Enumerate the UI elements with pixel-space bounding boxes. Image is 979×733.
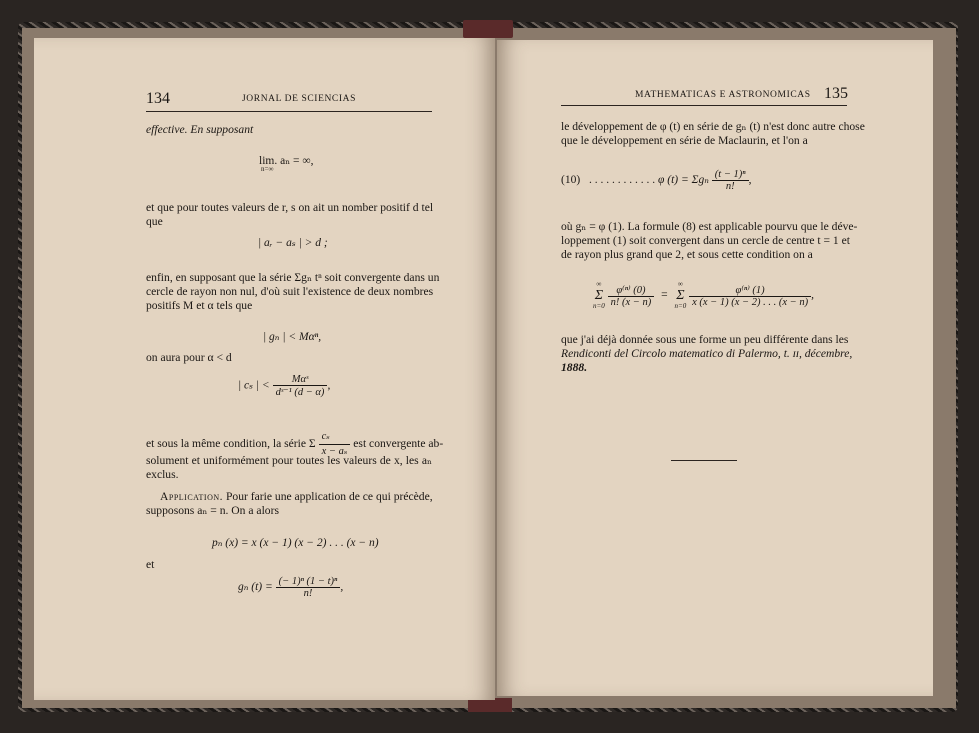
text-line: et sous la même condition, la série Σ $\frac{\text{cₛ}}{\text{x − aₛ}}$ est convergente ab-: [146, 431, 444, 457]
header-rule: [561, 105, 847, 106]
text-line: que le développement en série de Maclaurin, et l'on a: [561, 134, 808, 147]
text-line: exclus.: [146, 468, 179, 481]
running-head: MATHEMATICAS E ASTRONOMICAS: [635, 90, 811, 100]
text-line: que: [146, 215, 163, 228]
section-end-rule: [671, 460, 737, 461]
text-line: loppement (1) soit convergent dans un cercle de centre t = 1 et: [561, 234, 850, 247]
header-rule: [146, 111, 432, 112]
application-label: Application.: [160, 490, 224, 503]
equation-q: gₙ (t) = $\frac{\text{(− 1)ⁿ (1 − t)ⁿ}}{n!}$ ,: [238, 576, 344, 599]
summation-symbol: ∞ Σ n=0: [593, 280, 605, 310]
text-line: Application. Pour farie une application de ce qui précède,: [160, 490, 433, 503]
equation-bound: | gₙ | < Mαⁿ,: [263, 331, 322, 343]
left-page: [34, 38, 495, 700]
text-line: cercle de rayon non nul, d'où suit l'existence de deux nombres: [146, 285, 434, 298]
book-spine-bottom: [468, 698, 512, 712]
text-line: positifs M et α tels que: [146, 299, 253, 312]
text-line: 1888.: [561, 361, 588, 374]
equation-difference: | aᵣ − aₛ | > d ;: [258, 237, 328, 249]
page-number: 135: [824, 85, 848, 102]
text-line: le développement de φ (t) en série de gₙ (t) n'est donc autre chose: [561, 120, 865, 133]
equation-p: pₙ (x) = x (x − 1) (x − 2) . . . (x − n): [212, 537, 379, 549]
text-line: où gₙ = φ (1). La formule (8) est applicable pourvu que le déve-: [561, 220, 858, 233]
text-line: enfin, en supposant que la série Σgₙ tⁿ soit convergente dans un: [146, 271, 440, 284]
text-line: on aura pour α < d: [146, 351, 232, 364]
text-line: supposons aₙ = n. On a alors: [146, 504, 279, 517]
text-line: effective. En supposant: [146, 123, 254, 136]
text-line: que j'ai déjà donnée sous une forme un peu différente dans les: [561, 333, 849, 346]
book-spine-top: [463, 20, 513, 38]
page-number: 134: [146, 90, 170, 107]
equation-series-identity: ∞ Σ n=0 $\frac{\text{φ⁽ⁿ⁾ (0)}}{n! (x - n)}$ = ∞ Σ n=0 $\frac{\text{φ⁽ⁿ⁾ (1)}}{x (x - 1) (x - 2) . . . (x - n)}$ ,: [593, 280, 814, 310]
text-line: et que pour toutes valeurs de r, s on ait un nomber positif d tel: [146, 201, 434, 214]
text-line: et: [146, 558, 155, 571]
text-line: de rayon plus grand que 2, et sous cette condition on a: [561, 248, 813, 261]
text-line: Rendiconti del Circolo matematico di Palermo, t. ɪɪ, décembre,: [561, 347, 853, 360]
equation-c-bound: | cₛ | < $\frac{\text{Mαˢ}}{\text{dˢ⁻¹ (d − α)}}$ ,: [238, 374, 331, 398]
right-page: [497, 40, 933, 696]
text-line: solument et uniformément pour toutes les valeurs de x, les aₙ: [146, 454, 432, 467]
running-head: JORNAL DE SCIENCIAS: [242, 94, 356, 104]
equation-10: (10) . . . . . . . . . . . . φ (t) = Σgₙ $\frac{\text{(t − 1)ⁿ}}{n!}$ ,: [561, 169, 752, 192]
summation-symbol: ∞ Σ n=0: [674, 280, 687, 310]
equation-limit: lim. aₙ = ∞, n=∞: [259, 155, 314, 173]
